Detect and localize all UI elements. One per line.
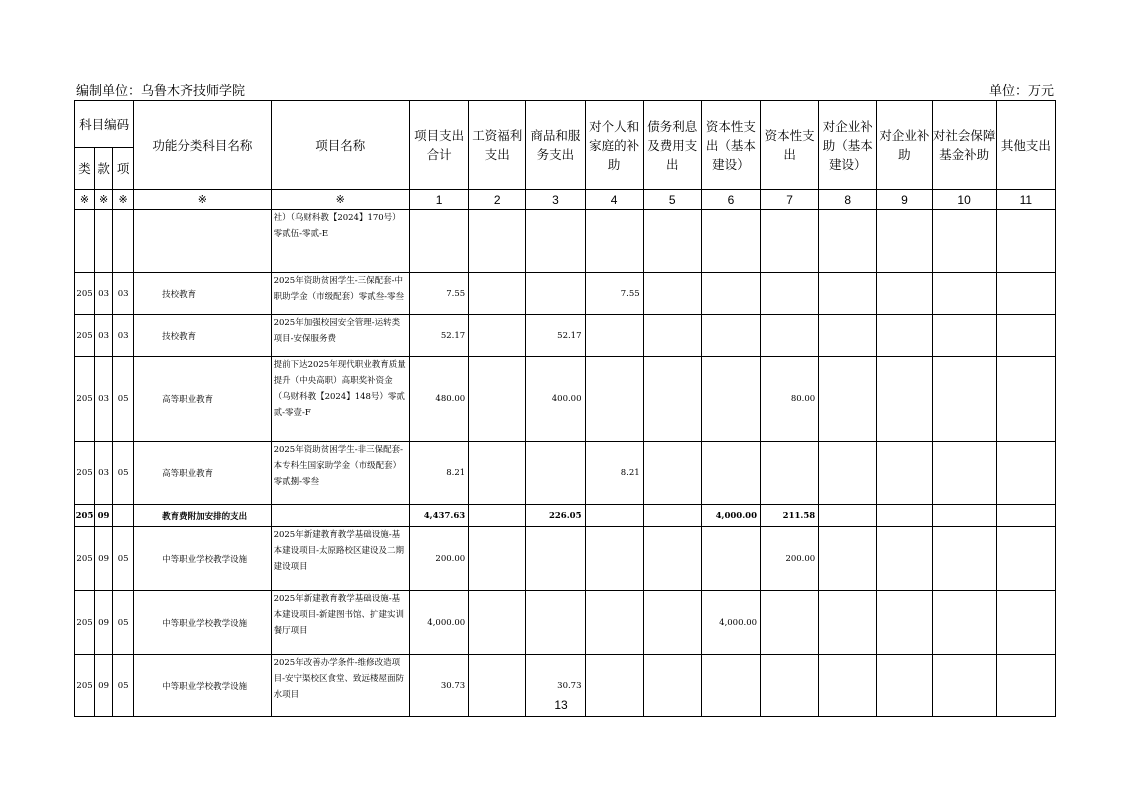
header-lei: 类	[75, 148, 95, 190]
table-row	[75, 210, 1056, 273]
code-kuan: 03	[95, 315, 113, 357]
amount-col-6	[701, 210, 760, 273]
amount-col-3: 226.05	[526, 505, 585, 527]
project-name: 2025年资助贫困学生-三保配套-中职助学金（市级配套）零贰叁-零叁	[271, 273, 409, 315]
amount-col-6	[701, 315, 760, 357]
amount-col-7: 211.58	[761, 505, 819, 527]
code-lei: 205	[75, 505, 95, 527]
marker: ※	[113, 190, 134, 210]
amount-col-3: 400.00	[526, 357, 585, 442]
amount-col-9	[877, 273, 932, 315]
code-lei: 205	[75, 591, 95, 655]
amount-col-5	[643, 273, 701, 315]
header-col-7: 资本性支出	[761, 101, 819, 190]
project-name: 2025年加强校园安全管理-运转类项目-安保服务费	[271, 315, 409, 357]
amount-col-7	[761, 210, 819, 273]
amount-col-4	[585, 591, 643, 655]
amount-col-1: 8.21	[409, 442, 468, 505]
header-project-name: 项目名称	[271, 101, 409, 190]
amount-col-2	[469, 210, 526, 273]
amount-col-10	[932, 505, 996, 527]
expenditure-table	[74, 100, 1056, 717]
code-xiang: 03	[113, 315, 134, 357]
marker: ※	[134, 190, 271, 210]
code-kuan: 09	[95, 591, 113, 655]
code-kuan	[95, 210, 113, 273]
table-row	[75, 273, 1056, 315]
code-xiang: 05	[113, 527, 134, 591]
function-name: 教育费附加安排的支出	[134, 505, 271, 527]
amount-col-5	[643, 357, 701, 442]
amount-col-3	[526, 527, 585, 591]
column-number: 2	[469, 190, 526, 210]
column-number: 6	[701, 190, 760, 210]
amount-col-11	[996, 527, 1055, 591]
code-lei: 205	[75, 273, 95, 315]
column-number: 5	[643, 190, 701, 210]
code-lei	[75, 210, 95, 273]
amount-col-1: 4,437.63	[409, 505, 468, 527]
code-kuan: 03	[95, 357, 113, 442]
column-number: 8	[819, 190, 877, 210]
function-name: 高等职业教育	[134, 442, 271, 505]
column-number: 9	[877, 190, 932, 210]
column-number: 11	[996, 190, 1055, 210]
column-number: 1	[409, 190, 468, 210]
amount-col-4	[585, 210, 643, 273]
amount-col-4	[585, 315, 643, 357]
project-name: 2025年改善办学条件-维修改造项目-安宁渠校区食堂、致远楼屋面防水项目	[271, 655, 409, 717]
code-lei: 205	[75, 655, 95, 717]
amount-col-8	[819, 357, 877, 442]
project-name: 社）（乌财科教【2024】170号）零贰伍-零贰-E	[271, 210, 409, 273]
code-kuan: 03	[95, 273, 113, 315]
amount-col-10	[932, 210, 996, 273]
project-name: 2025年资助贫困学生-非三保配套-本专科生国家助学金（市级配套）零贰捌-零叁	[271, 442, 409, 505]
amount-col-5	[643, 210, 701, 273]
amount-col-4	[585, 527, 643, 591]
amount-col-6	[701, 527, 760, 591]
amount-col-11	[996, 357, 1055, 442]
code-xiang: 05	[113, 655, 134, 717]
page-number: 13	[554, 698, 568, 712]
code-lei: 205	[75, 527, 95, 591]
code-xiang	[113, 505, 134, 527]
amount-col-9	[877, 527, 932, 591]
table-row	[75, 591, 1056, 655]
amount-col-8	[819, 315, 877, 357]
header-col-8: 对企业补助（基本建设）	[819, 101, 877, 190]
header-col-4: 对个人和家庭的补助	[585, 101, 643, 190]
amount-col-7: 200.00	[761, 527, 819, 591]
amount-col-1: 4,000.00	[409, 591, 468, 655]
function-name: 中等职业学校教学设施	[134, 527, 271, 591]
amount-col-11	[996, 442, 1055, 505]
amount-col-5	[643, 505, 701, 527]
amount-col-2	[469, 527, 526, 591]
amount-col-8	[819, 505, 877, 527]
header-col-11: 其他支出	[996, 101, 1055, 190]
currency-unit: 单位：万元	[988, 84, 1054, 99]
header-col-5: 债务利息及费用支出	[643, 101, 701, 190]
column-number: 3	[526, 190, 585, 210]
table-row	[75, 442, 1056, 505]
amount-col-2	[469, 442, 526, 505]
amount-col-6	[701, 273, 760, 315]
column-number: 7	[761, 190, 819, 210]
amount-col-1: 52.17	[409, 315, 468, 357]
marker: ※	[95, 190, 113, 210]
amount-col-3	[526, 273, 585, 315]
table-row	[75, 527, 1056, 591]
amount-col-2	[469, 273, 526, 315]
table-row	[75, 357, 1056, 442]
code-kuan: 03	[95, 442, 113, 505]
amount-col-11	[996, 591, 1055, 655]
code-kuan: 09	[95, 527, 113, 591]
amount-col-9	[877, 210, 932, 273]
amount-col-7: 80.00	[761, 357, 819, 442]
amount-col-8	[819, 527, 877, 591]
header-kuan: 款	[95, 148, 113, 190]
table-row	[75, 315, 1056, 357]
amount-col-3: 52.17	[526, 315, 585, 357]
amount-col-4: 7.55	[585, 273, 643, 315]
header-col-6: 资本性支出（基本建设）	[701, 101, 760, 190]
amount-col-11	[996, 315, 1055, 357]
function-name	[134, 210, 271, 273]
amount-col-8	[819, 442, 877, 505]
amount-col-8	[819, 210, 877, 273]
amount-col-10	[932, 591, 996, 655]
code-xiang: 05	[113, 357, 134, 442]
code-lei: 205	[75, 442, 95, 505]
amount-col-8	[819, 591, 877, 655]
amount-col-11	[996, 273, 1055, 315]
amount-col-1: 480.00	[409, 357, 468, 442]
project-name: 提前下达2025年现代职业教育质量提升（中央高职）高职奖补资金（乌财科教【2024】148号）零贰贰-零壹-F	[271, 357, 409, 442]
amount-col-10	[932, 273, 996, 315]
amount-col-6: 4,000.00	[701, 591, 760, 655]
amount-col-10	[932, 527, 996, 591]
marker-row	[75, 190, 1056, 210]
amount-col-3	[526, 442, 585, 505]
column-number: 10	[932, 190, 996, 210]
amount-col-5	[643, 315, 701, 357]
amount-col-1: 200.00	[409, 527, 468, 591]
function-name: 技校教育	[134, 273, 271, 315]
function-name: 中等职业学校教学设施	[134, 655, 271, 717]
amount-col-11	[996, 505, 1055, 527]
function-name: 中等职业学校教学设施	[134, 591, 271, 655]
amount-col-7	[761, 273, 819, 315]
amount-col-7	[761, 591, 819, 655]
code-xiang	[113, 210, 134, 273]
amount-col-9	[877, 315, 932, 357]
amount-col-3: 30.73	[526, 655, 585, 717]
amount-col-9	[877, 591, 932, 655]
function-name: 技校教育	[134, 315, 271, 357]
amount-col-5	[643, 527, 701, 591]
code-lei: 205	[75, 357, 95, 442]
header-subject-code: 科目编码	[75, 101, 134, 148]
project-name: 2025年新建教育教学基础设施-基本建设项目-太原路校区建设及二期建设项目	[271, 527, 409, 591]
amount-col-1	[409, 210, 468, 273]
header-col-1: 项目支出合计	[409, 101, 468, 190]
amount-col-8	[819, 273, 877, 315]
compiling-unit: 编制单位：乌鲁木齐技师学院	[76, 84, 246, 99]
amount-col-2	[469, 591, 526, 655]
code-xiang: 03	[113, 273, 134, 315]
amount-col-11	[996, 210, 1055, 273]
amount-col-10	[932, 442, 996, 505]
amount-col-9	[877, 505, 932, 527]
project-name	[271, 505, 409, 527]
amount-col-9	[877, 357, 932, 442]
amount-col-9	[877, 442, 932, 505]
function-name: 高等职业教育	[134, 357, 271, 442]
code-kuan: 09	[95, 505, 113, 527]
header-col-9: 对企业补助	[877, 101, 932, 190]
marker: ※	[75, 190, 95, 210]
code-kuan: 09	[95, 655, 113, 717]
amount-col-10	[932, 357, 996, 442]
header-xiang: 项	[113, 148, 134, 190]
header-col-2: 工资福利支出	[469, 101, 526, 190]
amount-col-1: 7.55	[409, 273, 468, 315]
amount-col-2	[469, 505, 526, 527]
amount-col-6: 4,000.00	[701, 505, 760, 527]
project-name: 2025年新建教育教学基础设施-基本建设项目-新建图书馆、扩建实训餐厅项目	[271, 591, 409, 655]
amount-col-3	[526, 591, 585, 655]
amount-col-4: 8.21	[585, 442, 643, 505]
amount-col-6	[701, 357, 760, 442]
amount-col-2	[469, 357, 526, 442]
amount-col-2	[469, 315, 526, 357]
header-col-3: 商品和服务支出	[526, 101, 585, 190]
header-function-name: 功能分类科目名称	[134, 101, 271, 190]
amount-col-3	[526, 210, 585, 273]
header-col-10: 对社会保障基金补助	[932, 101, 996, 190]
amount-col-7	[761, 315, 819, 357]
table-body	[75, 210, 1056, 717]
amount-col-5	[643, 591, 701, 655]
amount-col-7	[761, 442, 819, 505]
amount-col-4	[585, 505, 643, 527]
code-xiang: 05	[113, 442, 134, 505]
code-xiang: 05	[113, 591, 134, 655]
table-row	[75, 505, 1056, 527]
code-lei: 205	[75, 315, 95, 357]
amount-col-1: 30.73	[409, 655, 468, 717]
marker: ※	[271, 190, 409, 210]
amount-col-4	[585, 357, 643, 442]
amount-col-5	[643, 442, 701, 505]
column-number: 4	[585, 190, 643, 210]
amount-col-6	[701, 442, 760, 505]
amount-col-10	[932, 315, 996, 357]
